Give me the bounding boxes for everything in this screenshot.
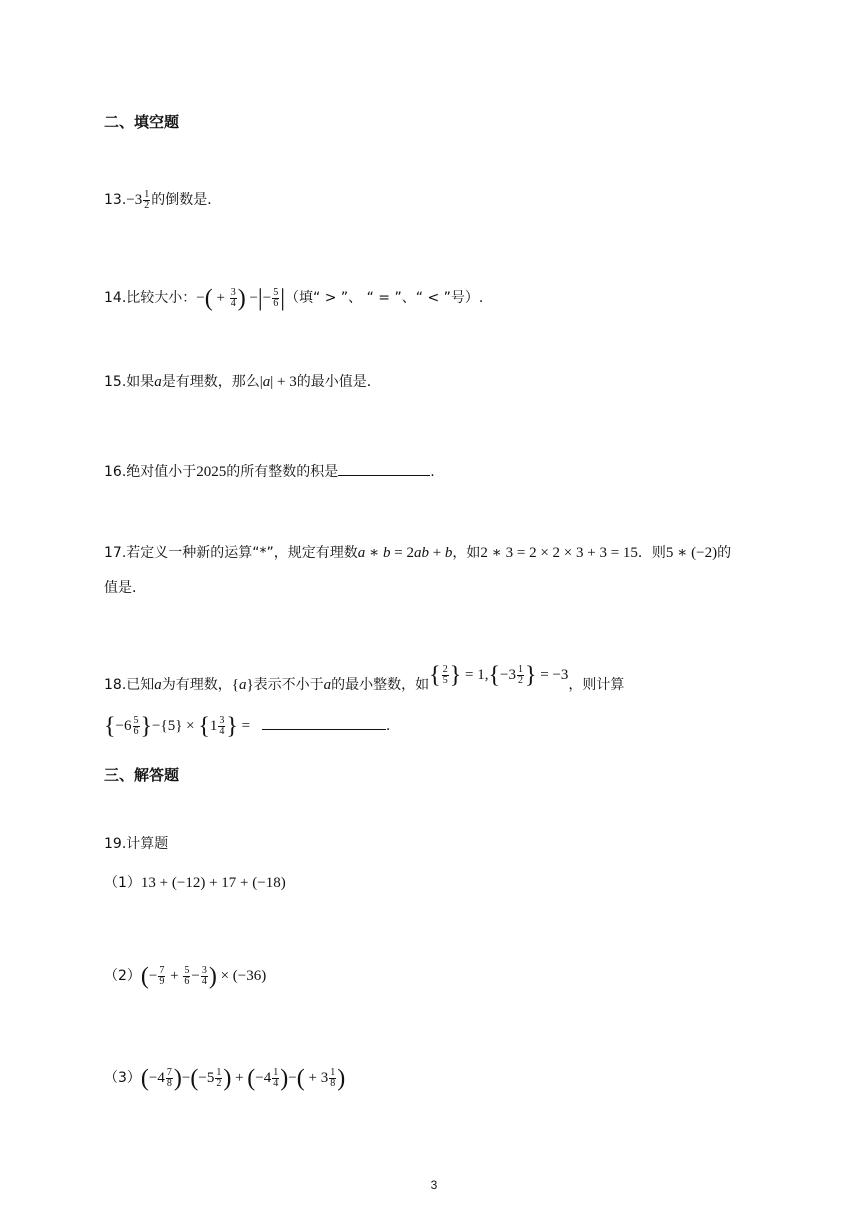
question-18-var-a-2: a [323, 677, 332, 693]
question-17-text-2: ，如 [452, 545, 481, 561]
answer-blank[interactable] [262, 715, 386, 730]
part-label-3: （3） [104, 1070, 141, 1086]
part-label-2: （2） [104, 968, 141, 984]
question-16-end: . [430, 464, 435, 480]
question-18-text-2: 为有理数， [161, 677, 232, 693]
question-15-text-3: 的最小值是． [296, 374, 381, 390]
question-19-part-3 [104, 1065, 346, 1092]
question-15-var-a: a [154, 374, 162, 390]
question-13-number: 13. [104, 192, 127, 208]
question-13-text: 的倒数是． [151, 192, 222, 208]
question-16-text-2: 的所有整数的积是 [226, 464, 339, 480]
question-17-example: 2 ∗ 3 = 2 × 2 × 3 + 3 = 15 [480, 545, 638, 561]
section-heading-fill-blank: 二、填空题 [104, 113, 180, 131]
question-16-value: 2025 [196, 464, 227, 480]
question-18-example: { $\frac{2}{5}$ } = 1,{−3 $\frac{1}{2}$ } = −3 [429, 662, 569, 689]
question-15-number: 15. [104, 374, 127, 390]
question-19-part-1 [104, 873, 286, 893]
question-14-prefix: 比较大小： [126, 290, 197, 306]
question-16-text-1: 绝对值小于 [126, 464, 197, 480]
question-19-number: 19. [104, 836, 127, 852]
question-15 [104, 372, 381, 392]
question-17-number: 17. [104, 545, 127, 561]
question-14-note: （填“ > ”、 “ = ”、“ < ”号）. [285, 290, 484, 306]
question-16 [104, 461, 435, 482]
question-15-text-2: 是有理数，那么 [161, 374, 260, 390]
question-17-text-4: 的 [717, 545, 732, 561]
part-2-expression: (− $\frac{7}{9}$ + $\frac{5}{6}$ − $\frac{3}{4}$ ) × (−36) [140, 963, 267, 990]
question-14 [104, 285, 484, 312]
question-18-end: . [385, 718, 391, 734]
question-18-text-4: 的最小整数，如 [331, 677, 430, 693]
question-14-number: 14. [104, 290, 127, 306]
page-number: 3 [430, 1178, 438, 1192]
question-19-title: 计算题 [126, 836, 169, 852]
question-13-math: −3 $\frac{1}{2}$ [126, 189, 150, 212]
question-17 [104, 543, 731, 563]
question-15-math: |a| + 3 [259, 374, 297, 390]
question-18-var-a: a [154, 677, 162, 693]
question-18 [104, 662, 625, 696]
question-18-text-1: 已知 [126, 677, 155, 693]
part-1-expression: 13 + (−12) + 17 + (−18) [140, 875, 286, 891]
question-17-text-1: 若定义一种新的运算“*”，规定有理数 [126, 545, 358, 561]
question-18-text-3: 表示不小于 [253, 677, 324, 693]
question-17-definition: a ∗ b = 2ab + b [357, 545, 453, 561]
question-18-line-2 [104, 713, 391, 740]
question-17-text-3: ．则 [637, 545, 666, 561]
question-17-line-2: 值是． [104, 580, 146, 596]
answer-blank[interactable] [338, 461, 430, 476]
question-19-part-2 [104, 963, 267, 990]
question-16-number: 16. [104, 464, 127, 480]
part-label-1: （1） [104, 875, 141, 891]
question-14-math: −( + $\frac{3}{4}$ ) −|− $\frac{5}{6}$ | [196, 285, 286, 312]
question-17-expression: 5 ∗ (−2) [665, 545, 718, 561]
question-18-number: 18. [104, 677, 127, 693]
question-15-text-1: 如果 [126, 374, 155, 390]
question-18-text-5: ，则计算 [568, 677, 625, 693]
question-19 [104, 834, 168, 854]
part-3-expression: (−4 $\frac{7}{8}$ )−(−5 $\frac{1}{2}$ ) + (−4 $\frac{1}{4}$ )−( + 3 $\frac{1}{8}$ ) [140, 1065, 346, 1092]
question-18-expression: {−6 $\frac{5}{6}$ }−{5} × {1 $\frac{3}{4}$ } = [104, 713, 254, 740]
question-18-notation: {a} [231, 677, 254, 693]
question-13 [104, 190, 221, 211]
section-heading-solve: 三、解答题 [104, 766, 180, 784]
